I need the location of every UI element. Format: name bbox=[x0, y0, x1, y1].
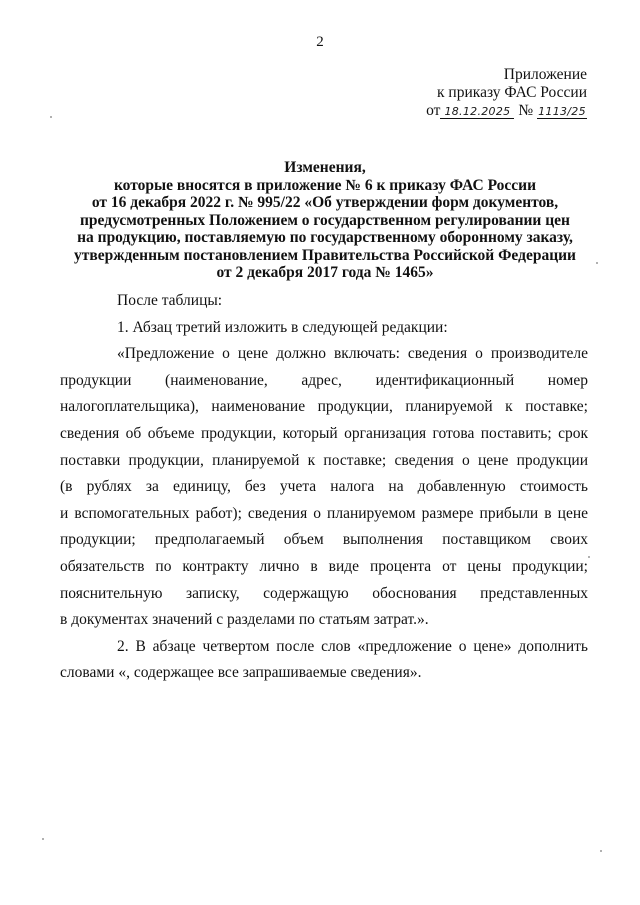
appendix-header bbox=[426, 66, 587, 120]
quote-line: налогоплательщика), наименование продукции, планируемой к поставке; bbox=[60, 398, 588, 416]
handwritten-order-number: 1113/25 bbox=[538, 105, 586, 118]
order-date-prefix: от bbox=[426, 102, 441, 119]
quote-line: продукции; предполагаемый объем выполнения поставщиком своих bbox=[60, 531, 588, 549]
order-number-sign: № bbox=[518, 102, 534, 119]
quoted-paragraph bbox=[60, 341, 588, 634]
scan-speck bbox=[588, 556, 590, 558]
item-1-paragraph: 1. Абзац третий изложить в следующей редакции: bbox=[117, 318, 448, 336]
page-number: 2 bbox=[316, 34, 324, 50]
appendix-label: Приложение bbox=[503, 66, 587, 83]
item-2-line: словами «, содержащее все запрашиваемые сведения». bbox=[60, 664, 422, 682]
quote-line: (в рублях за единицу, без учета налога на добавленную стоимость bbox=[60, 478, 588, 496]
quote-line: продукции (наименование, адрес, идентификационный номер bbox=[60, 371, 588, 389]
document-body bbox=[60, 288, 588, 687]
handwritten-order-date: 18.12.2025 bbox=[440, 106, 514, 119]
quote-line: в документах значений с разделами по статьям затрат.». bbox=[60, 611, 429, 629]
quote-line: и вспомогательных работ); сведения о планируемом размере прибыли в цене bbox=[60, 504, 588, 522]
scan-speck bbox=[600, 850, 602, 852]
title-line: утвержденным постановлением Правительства Российской Федерации bbox=[73, 246, 576, 264]
scan-speck bbox=[50, 116, 52, 118]
item-2-paragraph bbox=[60, 634, 588, 687]
scan-speck bbox=[596, 262, 598, 264]
title-heading: Изменения, bbox=[284, 159, 366, 176]
item-2-line: 2. В абзаце четвертом после слов «предложение о цене» дополнить bbox=[117, 637, 588, 655]
appendix-order-ref: к приказу ФАС России bbox=[437, 84, 587, 101]
quote-line: пояснительную записку, содержащую обоснования представленных bbox=[60, 584, 588, 602]
quote-line: сведения об объеме продукции, который организация готова поставить; срок bbox=[60, 424, 588, 442]
quote-line: «Предложение о цене должно включать: сведения о производителе bbox=[117, 345, 588, 363]
quote-line: поставки продукции, планируемой к поставке; сведения о цене продукции bbox=[60, 451, 588, 469]
scan-speck bbox=[42, 838, 44, 840]
title-line: предусмотренных Положением о государственном регулировании цен bbox=[80, 211, 570, 229]
quote-line: обязательств по контракту лично в виде процента от цены продукции; bbox=[60, 557, 588, 575]
title-line: которые вносятся в приложение № 6 к приказу ФАС России bbox=[113, 176, 537, 194]
appendix-order-details bbox=[426, 102, 587, 120]
title-line: от 16 декабря 2022 г. № 995/22 «Об утверждении форм документов, bbox=[91, 194, 559, 211]
title-line: на продукцию, поставляемую по государственному оборонному заказу, bbox=[77, 229, 573, 246]
intro-paragraph: После таблицы: bbox=[117, 292, 223, 309]
document-title bbox=[60, 159, 590, 282]
title-line: от 2 декабря 2017 года № 1465» bbox=[216, 264, 434, 281]
